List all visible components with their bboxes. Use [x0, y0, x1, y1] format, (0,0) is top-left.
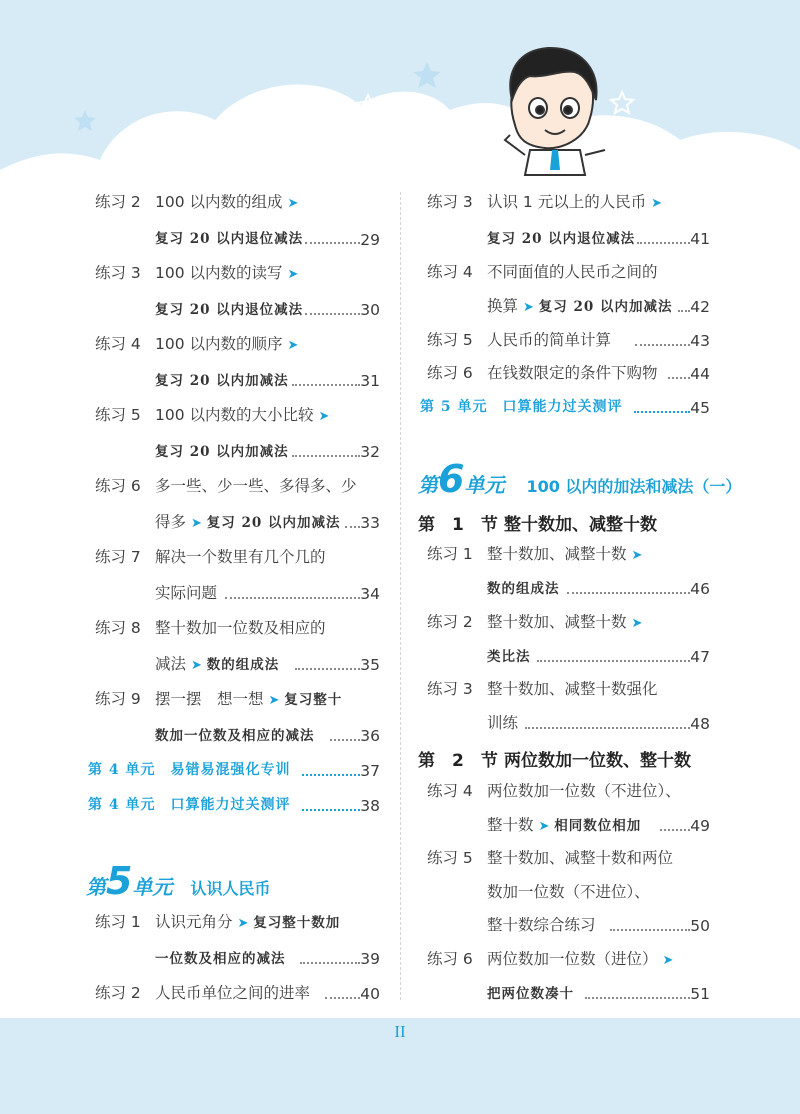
- leader-dots: [635, 344, 690, 346]
- page-number: 46: [690, 580, 710, 598]
- page-number: 36: [360, 727, 380, 745]
- entry-title: 摆一摆 想一想 ➤ 复习整十: [155, 690, 343, 708]
- page-number-footer: II: [394, 1022, 406, 1041]
- entry-title: 整十数加、减整十数 ➤: [487, 613, 643, 631]
- entry-title: 100 以内数的组成 ➤: [155, 193, 299, 211]
- exercise-label: 练习 8: [95, 619, 141, 637]
- exercise-label: 练习 6: [427, 364, 473, 382]
- exercise-label: 练习 2: [95, 193, 141, 211]
- toc-entry-review[interactable]: [487, 228, 635, 249]
- page-number: 47: [690, 648, 710, 666]
- review-topic: 复习 20 以内退位减法: [487, 231, 636, 247]
- leader-dots: [295, 668, 360, 670]
- toc-entry-cont[interactable]: [155, 583, 217, 603]
- toc-entry-review[interactable]: [487, 983, 574, 1004]
- leader-dots: [660, 829, 690, 831]
- review-topic: 相同数位相加: [554, 818, 642, 834]
- leader-dots: [292, 384, 360, 386]
- entry-title: 100 以内数的读写 ➤: [155, 264, 299, 282]
- page-number: 38: [360, 797, 380, 815]
- arrow-icon: ➤: [522, 300, 534, 315]
- toc-entry-review[interactable]: [155, 948, 286, 969]
- leader-dots: [537, 660, 690, 662]
- exercise-label: 练习 1: [95, 913, 141, 931]
- arrow-icon: ➤: [651, 196, 663, 211]
- leader-dots: [325, 997, 360, 999]
- leader-dots: [305, 242, 360, 244]
- toc-entry-review[interactable]: [155, 441, 289, 462]
- review-topic: 复习 20 以内退位减法: [155, 302, 304, 318]
- exercise-label: 练习 5: [427, 331, 473, 349]
- section-number: 第 1 节: [418, 515, 498, 535]
- entry-title: 整十数加、减整十数强化: [487, 680, 658, 698]
- review-topic: 复习 20 以内加减法: [155, 444, 289, 460]
- entry-title: 100 以内数的顺序 ➤: [155, 335, 299, 353]
- page-number: 44: [690, 365, 710, 383]
- entry-title-cont: 整十数综合练习: [487, 916, 596, 934]
- exercise-label: 练习 4: [95, 335, 141, 353]
- toc-entry-cont[interactable]: [487, 815, 641, 837]
- review-topic-cont: 数加一位数及相应的减法: [155, 728, 315, 744]
- leader-dots: [305, 313, 360, 315]
- leader-dots: [668, 377, 690, 379]
- exercise-label: 练习 6: [427, 950, 473, 968]
- entry-title: 人民币的简单计算: [487, 331, 612, 349]
- unit-test-title: 第 4 单元 口算能力过关测评: [88, 797, 291, 813]
- arrow-icon: ➤: [287, 338, 299, 353]
- toc-entry-review[interactable]: [487, 578, 560, 599]
- leader-dots: [678, 310, 690, 312]
- exercise-label: 练习 5: [95, 406, 141, 424]
- exercise-label: 练习 5: [427, 849, 473, 867]
- unit-number: 6: [438, 457, 465, 501]
- section-title: 两位数加一位数、整十数: [504, 751, 691, 771]
- arrow-icon: ➤: [268, 693, 280, 708]
- page-number: 35: [360, 656, 380, 674]
- entry-title: 在钱数限定的条件下购物: [487, 364, 658, 382]
- section-title: 整十数加、减整十数: [504, 515, 657, 535]
- page-number: 49: [690, 817, 710, 835]
- arrow-icon: ➤: [318, 409, 330, 424]
- toc-entry-cont[interactable]: [487, 296, 672, 318]
- review-topic-cont: 一位数及相应的减法: [155, 951, 286, 967]
- arrow-icon: ➤: [662, 953, 674, 968]
- arrow-icon: ➤: [190, 516, 202, 531]
- entry-title: 认识元角分 ➤ 复习整十数加: [155, 913, 341, 931]
- section-number: 第 2 节: [418, 751, 498, 771]
- exercise-label: 练习 2: [95, 984, 141, 1002]
- entry-title-cont: 减法: [155, 655, 187, 673]
- toc-entry-cont[interactable]: [155, 654, 279, 676]
- page-number: 42: [690, 298, 710, 316]
- arrow-icon: ➤: [631, 548, 643, 563]
- toc-entry-cont[interactable]: [487, 882, 650, 902]
- arrow-icon: ➤: [631, 616, 643, 631]
- unit-test-title: 第 4 单元 易错易混强化专训: [88, 762, 291, 778]
- exercise-label: 练习 6: [95, 477, 141, 495]
- page-number: 51: [690, 985, 710, 1003]
- unit-title: 100 以内的加法和减法（一）: [526, 477, 742, 496]
- exercise-label: 练习 4: [427, 782, 473, 800]
- review-topic: 数的组成法: [206, 657, 280, 673]
- arrow-icon: ➤: [237, 916, 249, 931]
- entry-title: 100 以内数的大小比较 ➤: [155, 406, 330, 424]
- page-number: 30: [360, 301, 380, 319]
- page-number: 48: [690, 715, 710, 733]
- entry-title: 整十数加、减整十数和两位: [487, 849, 674, 867]
- toc-entry-cont[interactable]: [487, 713, 518, 733]
- entry-title: 解决一个数里有几个几的: [155, 548, 326, 566]
- leader-dots: [302, 809, 360, 811]
- leader-dots: [585, 997, 690, 999]
- exercise-label: 练习 2: [427, 613, 473, 631]
- arrow-icon: ➤: [287, 267, 299, 282]
- exercise-label: 练习 3: [95, 264, 141, 282]
- page-number: 41: [690, 230, 710, 248]
- entry-title: 整十数加、减整十数 ➤: [487, 545, 643, 563]
- page-number: 32: [360, 443, 380, 461]
- page-number: 40: [360, 985, 380, 1003]
- arrow-icon: ➤: [538, 819, 550, 834]
- leader-dots: [567, 592, 690, 594]
- entry-title-cont: 得多: [155, 513, 187, 531]
- entry-title-cont: 数加一位数（不进位）、: [487, 883, 650, 901]
- exercise-label: 练习 7: [95, 548, 141, 566]
- cloud-header: [0, 0, 800, 200]
- entry-title: 不同面值的人民币之间的: [487, 263, 658, 281]
- toc-entry-review[interactable]: [487, 646, 531, 667]
- toc-entry-cont[interactable]: [155, 512, 340, 534]
- leader-dots: [610, 929, 690, 931]
- entry-title: 两位数加一位数（不进位）、: [487, 782, 681, 800]
- page-number: 43: [690, 332, 710, 350]
- page-number: 37: [360, 762, 380, 780]
- review-topic: 类比法: [487, 649, 531, 665]
- entry-title-cont: 训练: [487, 714, 519, 732]
- toc-entry-cont[interactable]: [487, 915, 596, 935]
- leader-dots: [634, 411, 690, 413]
- exercise-label: 练习 3: [427, 680, 473, 698]
- leader-dots: [225, 597, 360, 599]
- entry-title: 认识 1 元以上的人民币 ➤: [487, 193, 663, 211]
- unit-heading[interactable]: 第6单元 100 以内的加法和减法（一）: [418, 457, 742, 501]
- entry-title: 多一些、少一些、多得多、少: [155, 477, 357, 495]
- section-heading[interactable]: [418, 746, 691, 771]
- leader-dots: [302, 774, 360, 776]
- unit-test-title: 第 5 单元 口算能力过关测评: [420, 399, 623, 415]
- leader-dots: [292, 455, 360, 457]
- leader-dots: [525, 727, 690, 729]
- leader-dots: [300, 962, 360, 964]
- page-number: 45: [690, 399, 710, 417]
- entry-title: 两位数加一位数（进位） ➤: [487, 950, 674, 968]
- review-topic: 复习 20 以内退位减法: [155, 231, 304, 247]
- review-topic: 复习 20 以内加减法: [538, 299, 673, 315]
- review-topic: 把两位数凑十: [487, 986, 574, 1002]
- review-topic: 复习整十数加: [253, 915, 341, 931]
- page-number: 33: [360, 514, 380, 532]
- unit-title: 认识人民币: [190, 879, 271, 898]
- column-divider: [400, 192, 401, 1000]
- review-topic: 复习 20 以内加减法: [206, 515, 341, 531]
- review-topic: 数的组成法: [487, 581, 560, 597]
- review-topic: 复习整十: [284, 692, 343, 708]
- toc-entry-review[interactable]: [155, 299, 303, 320]
- exercise-label: 练习 1: [427, 545, 473, 563]
- entry-title-cont: 实际问题: [155, 584, 218, 602]
- toc-entry-review[interactable]: [155, 370, 289, 391]
- page-number: 50: [690, 917, 710, 935]
- page-number: 31: [360, 372, 380, 390]
- unit-number: 5: [106, 859, 133, 903]
- section-heading[interactable]: [418, 510, 657, 535]
- arrow-icon: ➤: [287, 196, 299, 211]
- arrow-icon: ➤: [190, 658, 202, 673]
- exercise-label: 练习 4: [427, 263, 473, 281]
- entry-title: 整十数加一位数及相应的: [155, 619, 326, 637]
- unit-heading[interactable]: 第5单元 认识人民币: [86, 859, 271, 903]
- toc-entry-review[interactable]: [155, 228, 303, 249]
- entry-title-cont: 换算: [487, 297, 519, 315]
- page-number: 29: [360, 231, 380, 249]
- leader-dots: [330, 739, 360, 741]
- exercise-label: 练习 3: [427, 193, 473, 211]
- leader-dots: [345, 526, 360, 528]
- page-number: 39: [360, 950, 380, 968]
- toc-entry-review[interactable]: [155, 725, 315, 746]
- entry-title: 人民币单位之间的进率: [155, 984, 311, 1002]
- review-topic: 复习 20 以内加减法: [155, 373, 289, 389]
- page-number: 34: [360, 585, 380, 603]
- entry-title-cont: 整十数: [487, 816, 534, 834]
- exercise-label: 练习 9: [95, 690, 141, 708]
- leader-dots: [637, 242, 690, 244]
